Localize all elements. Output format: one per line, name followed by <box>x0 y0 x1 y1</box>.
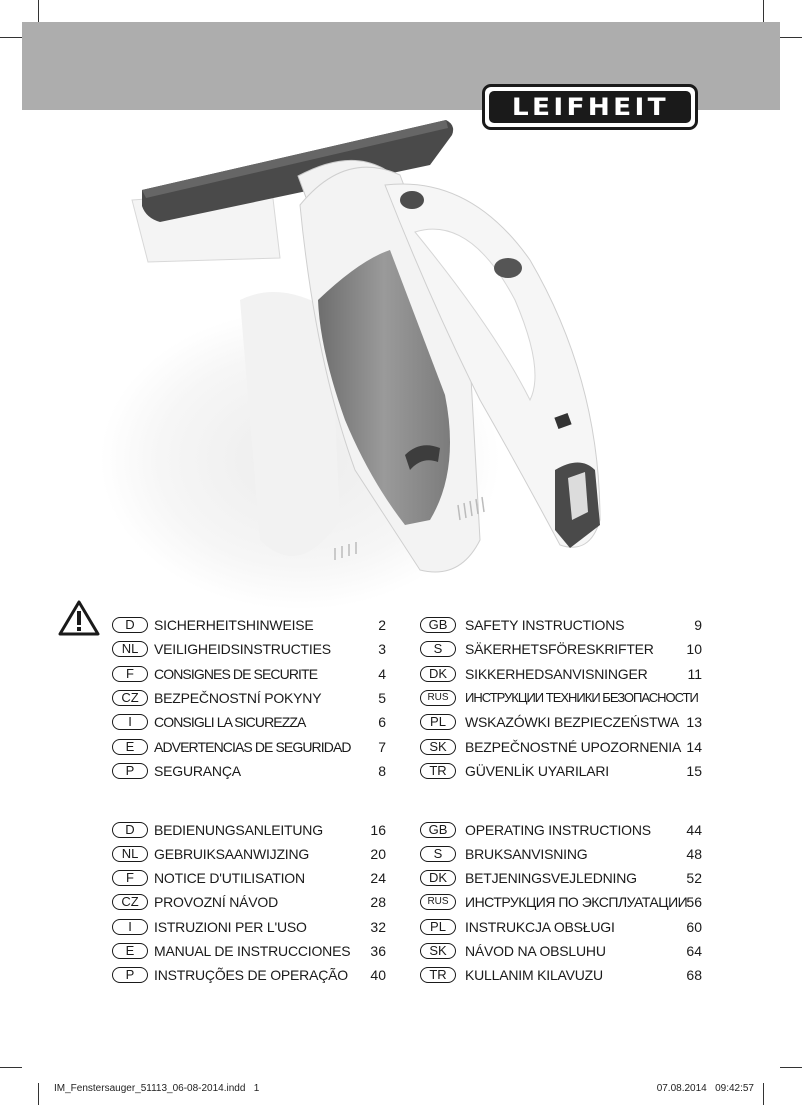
language-code: DK <box>420 666 456 682</box>
language-code: SK <box>420 739 456 755</box>
toc-title: SICHERHEITSHINWEISE <box>154 617 314 633</box>
toc-page: 28 <box>370 894 386 910</box>
language-code: F <box>112 666 148 682</box>
toc-entry[interactable] <box>420 736 702 758</box>
toc-entry[interactable] <box>112 964 386 986</box>
language-code: S <box>420 846 456 862</box>
toc-page: 24 <box>370 870 386 886</box>
warning-icon <box>58 600 100 636</box>
language-code: I <box>112 714 148 730</box>
toc-title: BEZPEČNOSTNÉ UPOZORNENIA <box>465 739 682 755</box>
toc-page: 15 <box>686 763 702 779</box>
toc-page: 44 <box>686 822 702 838</box>
language-code: GB <box>420 617 456 633</box>
toc-entry[interactable] <box>112 819 386 841</box>
crop-mark <box>0 1067 22 1068</box>
toc-entry[interactable] <box>112 663 386 685</box>
footer-filename: IM_Fenstersauger_51113_06-08-2014.indd 1 <box>54 1083 260 1094</box>
toc-page: 8 <box>378 763 386 779</box>
toc-title: SEGURANÇA <box>154 763 241 779</box>
toc-title: SÄKERHETSFÖRESKRIFTER <box>465 641 654 657</box>
toc-entry[interactable] <box>112 711 386 733</box>
toc-title: ИНСТРУКЦИЯ ПО ЭКСПЛУАТАЦИИ <box>465 894 688 910</box>
language-code: TR <box>420 967 456 983</box>
toc-entry[interactable] <box>112 940 386 962</box>
toc-entry[interactable] <box>112 638 386 660</box>
toc-entry[interactable] <box>112 843 386 865</box>
toc-page: 16 <box>370 822 386 838</box>
crop-mark <box>780 1067 802 1068</box>
language-code: GB <box>420 822 456 838</box>
brand-name: LEIFHEIT <box>511 93 669 121</box>
toc-entry[interactable] <box>112 736 386 758</box>
toc-entry[interactable] <box>420 843 702 865</box>
toc-title: GÜVENLİK UYARILARI <box>465 763 609 779</box>
toc-entry[interactable] <box>420 940 702 962</box>
language-code: PL <box>420 714 456 730</box>
toc-entry[interactable] <box>420 867 702 889</box>
toc-title: VEILIGHEIDSINSTRUCTIES <box>154 641 331 657</box>
toc-page: 56 <box>686 894 702 910</box>
toc-entry[interactable] <box>112 867 386 889</box>
language-code: D <box>112 822 148 838</box>
toc-page: 5 <box>378 690 386 706</box>
language-code: TR <box>420 763 456 779</box>
language-code: P <box>112 967 148 983</box>
crop-mark <box>763 1083 764 1105</box>
toc-entry[interactable] <box>420 614 702 636</box>
toc-entry[interactable] <box>420 916 702 938</box>
toc-title: INSTRUKCJA OBSŁUGI <box>465 919 615 935</box>
toc-title: PROVOZNÍ NÁVOD <box>154 894 278 910</box>
toc-page: 60 <box>686 919 702 935</box>
toc-page: 13 <box>686 714 702 730</box>
footer-timestamp: 07.08.2014 09:42:57 <box>656 1083 754 1094</box>
toc-page: 32 <box>370 919 386 935</box>
toc-title: ИНСТРУКЦИИ ТЕХНИКИ БЕЗОПАСНОСТИ <box>465 690 698 705</box>
toc-entry[interactable] <box>420 819 702 841</box>
toc-title: SIKKERHEDSANVISNINGER <box>465 666 648 682</box>
toc-page: 4 <box>378 666 386 682</box>
toc-entry[interactable] <box>420 711 702 733</box>
toc-title: ISTRUZIONI PER L'USO <box>154 919 307 935</box>
toc-page: 48 <box>686 846 702 862</box>
language-code: I <box>112 919 148 935</box>
crop-mark <box>38 1083 39 1105</box>
toc-page: 11 <box>687 666 702 682</box>
toc-title: WSKAZÓWKI BEZPIECZEŃSTWA <box>465 714 680 730</box>
toc-title: SAFETY INSTRUCTIONS <box>465 617 625 633</box>
language-code: E <box>112 739 148 755</box>
toc-page: 64 <box>686 943 702 959</box>
language-code: NL <box>112 846 148 862</box>
toc-title: BRUKSANVISNING <box>465 846 588 862</box>
toc-title: NOTICE D'UTILISATION <box>154 870 305 886</box>
language-code: P <box>112 763 148 779</box>
toc-entry[interactable] <box>420 964 702 986</box>
language-code: S <box>420 641 456 657</box>
language-code: F <box>112 870 148 886</box>
toc-page: 3 <box>378 641 386 657</box>
toc-title: CONSIGNES DE SECURITE <box>154 666 318 682</box>
language-code: RUS <box>420 894 456 910</box>
toc-page: 10 <box>686 641 702 657</box>
language-code: SK <box>420 943 456 959</box>
toc-title: BEZPEČNOSTNÍ POKYNY <box>154 690 322 706</box>
language-code: PL <box>420 919 456 935</box>
language-code: D <box>112 617 148 633</box>
language-code: RUS <box>420 690 456 706</box>
toc-page: 68 <box>686 967 702 983</box>
toc-page: 9 <box>694 617 702 633</box>
toc-title: BEDIENUNGSANLEITUNG <box>154 822 323 838</box>
toc-page: 14 <box>686 739 702 755</box>
toc-page: 6 <box>378 714 386 730</box>
toc-page: 20 <box>370 846 386 862</box>
toc-entry[interactable] <box>420 891 702 913</box>
toc-entry[interactable] <box>420 638 702 660</box>
toc-entry[interactable] <box>420 760 702 782</box>
toc-entry[interactable] <box>420 687 702 709</box>
toc-entry[interactable] <box>112 687 386 709</box>
toc-title: NÁVOD NA OBSLUHU <box>465 943 606 959</box>
toc-title: CONSIGLI LA SICUREZZA <box>154 714 306 730</box>
language-code: DK <box>420 870 456 886</box>
toc-title: BETJENINGSVEJLEDNING <box>465 870 637 886</box>
language-code: CZ <box>112 690 148 706</box>
toc-entry[interactable] <box>112 614 386 636</box>
toc-title: KULLANIM KILAVUZU <box>465 967 603 983</box>
toc-title: INSTRUÇÕES DE OPERAÇÃO <box>154 967 348 983</box>
toc-entry[interactable] <box>112 891 386 913</box>
toc-title: ADVERTENCIAS DE SEGURIDAD <box>154 739 351 755</box>
toc-page: 36 <box>370 943 386 959</box>
toc-page: 2 <box>378 617 386 633</box>
toc-page: 40 <box>370 967 386 983</box>
toc-entry[interactable] <box>112 916 386 938</box>
language-code: NL <box>112 641 148 657</box>
toc-entry[interactable] <box>112 760 386 782</box>
language-code: CZ <box>112 894 148 910</box>
toc-title: GEBRUIKSAANWIJZING <box>154 846 310 862</box>
toc-page: 7 <box>378 739 386 755</box>
toc-page: 52 <box>686 870 702 886</box>
toc-title: OPERATING INSTRUCTIONS <box>465 822 651 838</box>
toc-title: MANUAL DE INSTRUCCIONES <box>154 943 351 959</box>
toc-entry[interactable] <box>420 663 702 685</box>
language-code: E <box>112 943 148 959</box>
